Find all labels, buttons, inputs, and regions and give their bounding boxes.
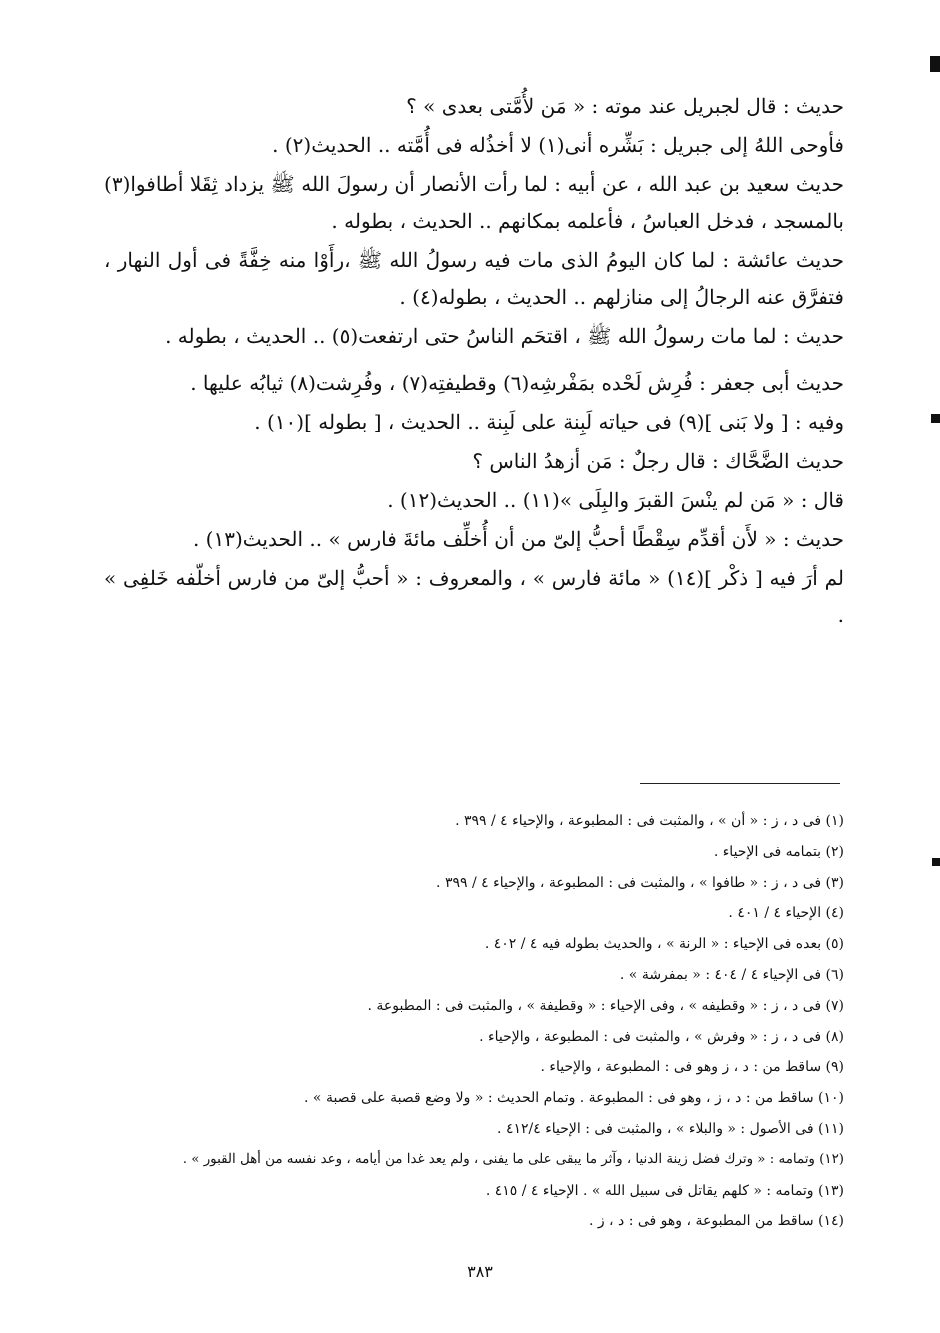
- main-paragraph: لم أرَ فيه [ ذكْر ](١٤) « مائة فارس » ، والمعروف : « أحبُّ إلىّ من فارس أخلّفه خَلفِى » .: [104, 566, 844, 627]
- footnote: (٣) فى د ، ز : « طافوا » ، والمثبت فى : المطبوعة ، والإحياء ٤ / ٣٩٩ .: [436, 874, 844, 891]
- main-paragraph: حديث أبى جعفر : فُرِش لَحْده بمَفْرشِه(٦) وقطيفتِه(٧) ، وفُرِشت(٨) ثيابُه عليها .: [190, 371, 844, 395]
- main-paragraph: حديث الضَّحَّاك : قال رجلٌ : مَن أزهدُ الناس ؟: [472, 449, 844, 473]
- footnote: (١٠) ساقط من : د ، ز ، وهو فى : المطبوعة . وتمام الحديث : « ولا وضع قصبة على قصبة » .: [304, 1090, 844, 1107]
- main-paragraph: حديث : قال لجبريل عند موته : « مَن لأُمَّتى بعدى » ؟: [406, 94, 844, 118]
- main-paragraph: فأوحى اللهُ إلى جبريل : بَشِّره أنى(١) لا أخذُله فى أُمَّته .. الحديث(٢) .: [272, 133, 844, 157]
- main-paragraph: حديث عائشة : لما كان اليومُ الذى مات فيه رسولُ الله ﷺ ،رأَوْا منه خِفَّةً فى أول النهار ، فتفرَّق عنه الرجالُ إلى منازلهم .. الحديث ، بطوله(٤) .: [104, 248, 844, 309]
- footnote: (١) فى د ، ز : « أن » ، والمثبت فى : المطبوعة ، والإحياء ٤ / ٣٩٩ .: [455, 813, 844, 829]
- page-number: ٣٨٣: [467, 1262, 493, 1281]
- main-text: [104, 88, 844, 636]
- scan-mark-middle: [931, 414, 940, 423]
- footnote: (١٢) وتمامه : « وترك فضل زينة الدنيا ، وآثر ما يبقى على ما يفنى ، ولم يعد غدا من أيامه ، وعد نفسه من أهل القبور » .: [182, 1151, 844, 1167]
- footnote: (٩) ساقط من : د ، ز وهو فى : المطبوعة ، والإحياء .: [540, 1059, 844, 1076]
- footnote: (٧) فى د ، ز : « وقطيفه » ، وفى الإحياء : « وقطيفة » ، والمثبت فى : المطبوعة .: [367, 997, 844, 1014]
- main-paragraph: قال : « مَن لم ينْسَ القبرَ والبِلَى »(١١) .. الحديث(١٢) .: [387, 488, 844, 512]
- main-paragraph: وفيه : [ ولا بَنى ](٩) فى حياته لَبِنة على لَبِنة .. الحديث ، [ بطوله ](١٠) .: [254, 410, 844, 434]
- footnote: (٨) فى د ، ز : « وفرش » ، والمثبت فى : المطبوعة ، والإحياء .: [479, 1028, 844, 1045]
- footnote: (٤) الإحياء ٤ / ٤٠١ .: [728, 905, 844, 922]
- main-paragraph: حديث : لما مات رسولُ الله ﷺ ، اقتحَم الناسُ حتى ارتفعت(٥) .. الحديث ، بطوله .: [165, 324, 844, 348]
- footnote: (٢) بتمامه فى الإحياء .: [713, 843, 844, 860]
- footnote: (٦) فى الإحياء ٤ / ٤٠٤ : « بمفرشة » .: [619, 966, 844, 983]
- scan-mark-top: [930, 56, 940, 72]
- footnotes: [104, 806, 844, 1237]
- main-paragraph: حديث سعيد بن عبد الله ، عن أبيه : لما رأت الأنصار أن رسولَ الله ﷺ يزداد ثِقَلا أطافوا(٣) بالمسجد ، فدخل العباسُ ، فأعلمه بمكانهم .. الحديث ، بطوله .: [104, 172, 844, 233]
- footnote: (٥) بعده فى الإحياء : « الرنة » ، والحديث بطوله فيه ٤ / ٤٠٢ .: [484, 936, 844, 953]
- footnote: (١١) فى الأصول : « والبلاء » ، والمثبت فى : الإحياء ٤١٢/٤ .: [497, 1120, 844, 1137]
- footnote: (١٤) ساقط من المطبوعة ، وهو فى : د ، ز .: [588, 1213, 844, 1230]
- footnote-separator: [640, 783, 840, 784]
- scan-mark-lower: [932, 858, 940, 866]
- main-paragraph: حديث : « لأَن أقدِّم سِقْطًا أحبُّ إلىّ من أن أُخلِّف مائةَ فارس » .. الحديث(١٣) .: [192, 527, 844, 551]
- footnote: (١٣) وتمامه : « كلهم يقاتل فى سبيل الله » . الإحياء ٤ / ٤١٥ .: [485, 1182, 844, 1199]
